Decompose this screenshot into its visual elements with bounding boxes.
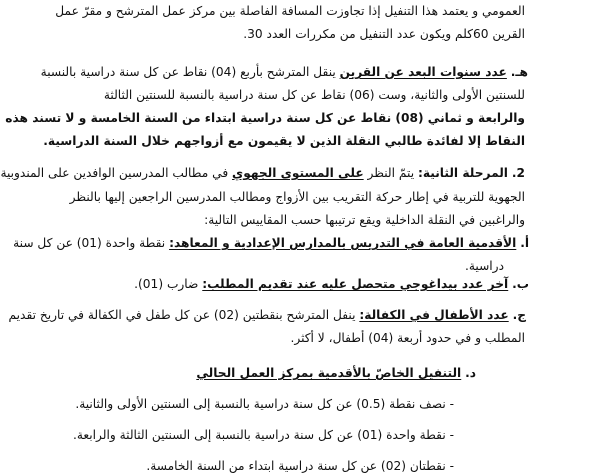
item-j-line-2: المطلب و في حدود أربعة (04) أطفال، لا أكثر. bbox=[290, 331, 525, 345]
item-d-bullet-2: - نقطة واحدة (01) عن كل سنة دراسية بالنسبة إلى السنتين الثالثة والرابعة. bbox=[72, 428, 454, 442]
phase2-line-1 bbox=[0, 165, 525, 181]
intro-line-2: القرين 60كلم ويكون عدد التنفيل من مكررات العدد 30. bbox=[243, 27, 525, 41]
intro-line-1: العمومي و يعتمد هذا التنفيل إذا تجاوزت المسافة الفاصلة بين مركز عمل المترشح و مقرّ عمل bbox=[55, 4, 525, 18]
item-j-text: ينفل المترشح بنقطتين (02) عن كل طفل في الكفالة في تاريخ تقديم bbox=[8, 308, 356, 322]
item-b-title: آخر عدد بيداغوجي متحصل عليه عند تقديم المطلب: bbox=[202, 277, 509, 291]
item-j-marker: ج. bbox=[512, 308, 526, 322]
item-d-bullet-3: - نقطتان (02) عن كل سنة دراسية ابتداء من السنة الخامسة. bbox=[146, 459, 454, 473]
item-a-line-2: دراسية. bbox=[465, 259, 504, 273]
phase2-label: المرحلة الثانية: bbox=[417, 166, 508, 180]
phase2-marker: 2. bbox=[511, 166, 525, 180]
item-a-text: نقطة واحدة (01) عن كل سنة bbox=[13, 236, 166, 250]
item-d-marker: د. bbox=[465, 366, 476, 380]
item-b-text: ضارب (01). bbox=[134, 277, 199, 291]
phase2-text-b: في مطالب المدرسين الوافدين على المندوبية bbox=[0, 166, 229, 180]
item-d-title: التنفيل الخاصّ بالأقدمية بمركز العمل الحالي bbox=[196, 366, 462, 380]
item-d-bullet-1: - نصف نقطة (0.5) عن كل سنة دراسية بالنسبة إلى السنتين الأولى والثانية. bbox=[75, 397, 454, 411]
item-b-marker: ب. bbox=[512, 277, 529, 291]
item-d-heading bbox=[196, 365, 476, 381]
item-h-title: عدد سنوات البعد عن القرين bbox=[339, 65, 507, 79]
item-a-title: الأقدمية العامة في التدريس بالمدارس الإعدادية و المعاهد: bbox=[169, 236, 517, 250]
item-j-title: عدد الأطفال في الكفالة: bbox=[359, 308, 509, 322]
phase2-text-a: يتمّ النظر bbox=[367, 166, 415, 180]
item-a-marker: أ. bbox=[520, 236, 529, 250]
item-h-line-2: للسنتين الأولى والثانية، وست (06) نقاط عن كل سنة دراسية بالنسبة للسنتين الثالثة bbox=[103, 88, 525, 102]
phase2-line-3: والراغبين في النقلة الداخلية ويقع ترتيبها حسب المقاييس التالية: bbox=[204, 213, 525, 227]
item-h-marker: هـ. bbox=[510, 65, 528, 79]
item-h-line-1 bbox=[41, 64, 528, 80]
item-h-line-3: والرابعة و ثماني (08) نقاط عن كل سنة دراسية ابتداء من السنة الخامسة و لا تسند هذه bbox=[5, 111, 525, 125]
item-b-line bbox=[134, 276, 529, 292]
phase2-line-2: الجهوية للتربية في إطار حركة التقريب بين الأزواج ومطالب المدرسين الراجعين إليها بالنظر bbox=[69, 190, 525, 204]
item-a-line-1 bbox=[13, 235, 529, 251]
item-h-line-4: النقاط إلا لفائدة طالبي النقلة الذين لا يقيمون مع أزواجهم خلال السنة الدراسية. bbox=[43, 134, 525, 148]
phase2-title: على المستوى الجهوي bbox=[232, 166, 364, 180]
item-h-text: ينقل المترشح بأربع (04) نقاط عن كل سنة دراسية بالنسبة bbox=[40, 65, 336, 79]
item-j-line-1 bbox=[9, 307, 526, 323]
